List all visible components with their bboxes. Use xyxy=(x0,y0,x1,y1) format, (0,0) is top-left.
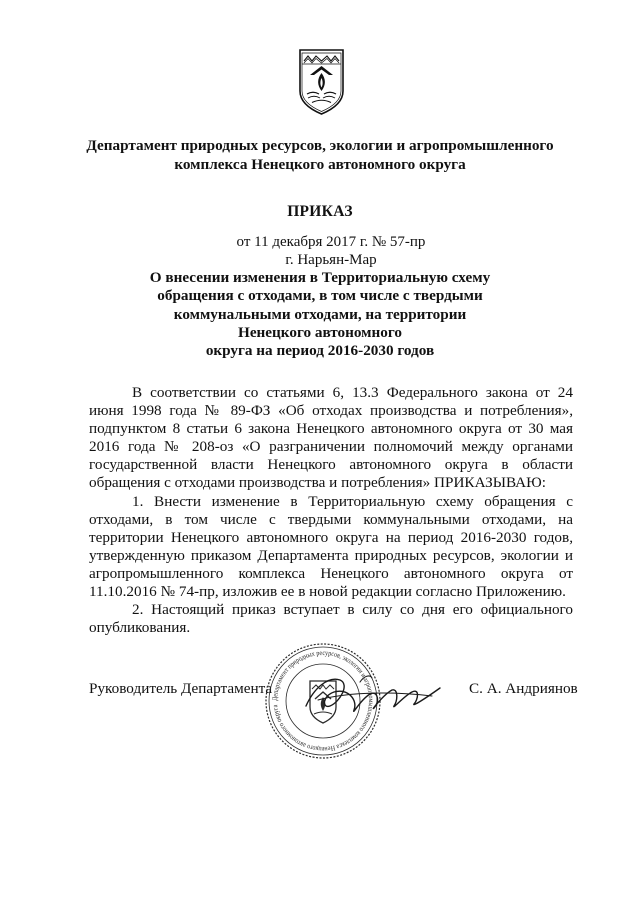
subject-line-3: коммунальными отходами, на территории xyxy=(173,305,467,323)
preamble-paragraph: В соответствии со статьями 6, 13.3 Федерального закона от 24 июня 1998 года № 89-ФЗ «Об отходах производства и потребления», подпунктом 8 статьи 6 закона Ненецкого автономного округа от 30 мая 2016 года № 208-оз «О разграничении полномочий между органами государственной власти Ненецкого автономного округа в области обращения с отходами производства и потребления» ПРИКАЗЫВАЮ: xyxy=(89,384,573,492)
coat-of-arms-icon xyxy=(298,47,345,117)
document-title: ПРИКАЗ xyxy=(287,203,353,220)
department-name xyxy=(0,136,640,174)
order-date-number: от 11 декабря 2017 г. № 57-пр xyxy=(236,234,426,250)
subject-line-4: Ненецкого автономного xyxy=(238,323,402,341)
order-meta xyxy=(226,233,436,269)
order-place: г. Нарьян-Мар xyxy=(285,252,377,268)
order-item-2: 2. Настоящий приказ вступает в силу со дня его официального опубликования. xyxy=(89,601,573,637)
subject-line-1: О внесении изменения в Территориальную схему xyxy=(149,269,491,286)
department-line-2: комплекса Ненецкого автономного округа xyxy=(174,156,466,173)
subject-line-2: обращения с отходами, в том числе с твердыми xyxy=(157,287,483,305)
order-item-1: 1. Внести изменение в Территориальную схему обращения с отходами, в том числе с твердыми коммунальными отходами, на территории Ненецкого автономного округа на период 2016-2030 годов, утвержденную приказом Департамента природных ресурсов, экологии и агропромышленного комплекса Ненецкого автономного округа от 11.10.2016 № 74-пр, изложив ее в новой редакции согласно Приложению. xyxy=(89,492,573,601)
department-line-1: Департамент природных ресурсов, экологии и агропромышленного xyxy=(86,137,554,154)
subject-line-5: округа на период 2016-2030 годов xyxy=(205,342,435,360)
signatory-name: С. А. Андриянов xyxy=(469,680,578,697)
order-subject xyxy=(0,269,640,360)
order-body xyxy=(89,384,573,637)
handwritten-signature-icon xyxy=(300,666,445,721)
seal-ring-text: Департамент природных ресурсов, экологии и агропромышленного комплекса Ненецкого автономного округа xyxy=(270,648,376,754)
signatory-title: Руководитель Департамента xyxy=(89,680,273,697)
